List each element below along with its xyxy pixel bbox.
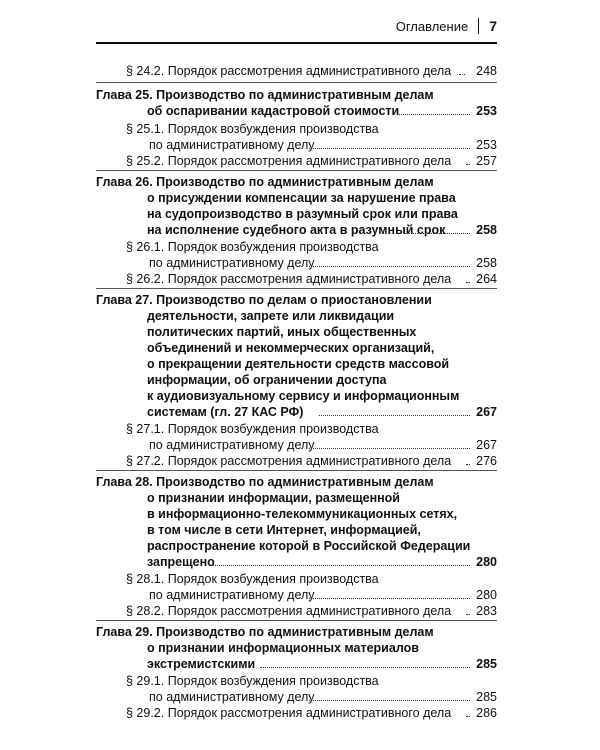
toc-entry-chapter-28-cont: [147, 538, 497, 554]
section-title-line: по административному делу: [149, 690, 315, 704]
dot-leader: [405, 233, 470, 234]
running-header-title: Оглавление: [395, 18, 469, 34]
chapter-number: Глава 29.: [96, 625, 153, 639]
toc-entry-chapter-28-cont: [147, 490, 497, 506]
toc-entry-chapter-29-cont: [147, 640, 497, 656]
chapter-divider: [96, 620, 497, 621]
page-ref: 258: [476, 256, 497, 270]
toc-entry-section-24-2[interactable]: [126, 63, 497, 79]
chapter-title-line: о признании информации, размещенной: [147, 491, 400, 505]
page-number: 7: [489, 18, 497, 34]
chapter-title-line: на исполнение судебного акта в разумный срок: [147, 223, 446, 237]
page-ref: 285: [476, 657, 497, 671]
section-title: Порядок возбуждения производства: [167, 240, 379, 254]
chapter-title-line: к аудиовизуальному сервису и информационным: [147, 389, 460, 403]
page-ref: 264: [476, 272, 497, 286]
toc-entry-chapter-27-cont: [147, 340, 497, 356]
toc-entry-chapter-29[interactable]: [96, 624, 497, 640]
section-title: Порядок рассмотрения административного дела: [167, 454, 452, 468]
section-number: § 29.1.: [126, 674, 165, 688]
toc-entry-section-26-1-cont: [149, 255, 497, 271]
chapter-title-line: информации, об ограничении доступа: [147, 373, 387, 387]
dot-leader: [309, 148, 470, 149]
dot-leader: [466, 614, 470, 615]
section-title-line: по административному делу: [149, 138, 315, 152]
section-number: § 27.1.: [126, 422, 165, 436]
page-ref: 276: [476, 454, 497, 468]
chapter-title-line: деятельности, запрете или ликвидации: [147, 309, 395, 323]
toc-entry-section-25-2[interactable]: [126, 153, 497, 169]
section-title: Порядок рассмотрения административного дела: [167, 272, 452, 286]
chapter-title-line: в информационно-телекоммуникационных сетях,: [147, 507, 458, 521]
chapter-number: Глава 26.: [96, 175, 153, 189]
page-ref: 248: [476, 64, 497, 78]
toc-entry-chapter-27-cont: [147, 404, 497, 420]
section-title: Порядок возбуждения производства: [167, 422, 379, 436]
toc-entry-section-29-1-cont: [149, 689, 497, 705]
chapter-title-line: на судопроизводство в разумный срок или права: [147, 207, 458, 221]
section-number: § 26.2.: [126, 272, 165, 286]
chapter-title-line: Производство по административным делам: [156, 475, 434, 489]
chapter-title-line: Производство по административным делам: [156, 625, 434, 639]
page-ref: 253: [476, 104, 497, 118]
toc-entry-section-28-1-cont: [149, 587, 497, 603]
chapter-title-line: об оспаривании кадастровой стоимости: [147, 104, 400, 118]
section-number: § 25.1.: [126, 122, 165, 136]
toc-entry-chapter-27-cont: [147, 372, 497, 388]
page-ref: 258: [476, 223, 497, 237]
page-ref: 267: [476, 438, 497, 452]
toc-entry-section-29-1[interactable]: [126, 673, 497, 689]
toc-entry-section-25-1-cont: [149, 137, 497, 153]
chapter-title-line: о присуждении компенсации за нарушение права: [147, 191, 456, 205]
section-title: Порядок рассмотрения административного дела: [167, 64, 452, 78]
page-ref: 283: [476, 604, 497, 618]
page-ref: 280: [476, 588, 497, 602]
toc-entry-chapter-28-cont: [147, 522, 497, 538]
dot-leader: [309, 700, 470, 701]
toc-entry-chapter-27[interactable]: [96, 292, 497, 308]
toc-entry-section-26-1[interactable]: [126, 239, 497, 255]
chapter-title-line: системам (гл. 27 КАС РФ): [147, 405, 304, 419]
toc-entry-chapter-27-cont: [147, 388, 497, 404]
section-title: Порядок возбуждения производства: [167, 572, 379, 586]
chapter-title-line: объединений и некоммерческих организаций,: [147, 341, 435, 355]
chapter-number: Глава 25.: [96, 88, 153, 102]
toc-entry-chapter-28-cont: [147, 506, 497, 522]
chapter-title-line: запрещено: [147, 555, 215, 569]
dot-leader: [399, 114, 470, 115]
toc-entry-chapter-26-cont: [147, 206, 497, 222]
section-title-line: по административному делу: [149, 588, 315, 602]
section-title: Порядок возбуждения производства: [167, 674, 379, 688]
page-ref: 257: [476, 154, 497, 168]
section-number: § 29.2.: [126, 706, 165, 720]
dot-leader: [319, 415, 470, 416]
toc-entry-chapter-29-cont: [147, 656, 497, 672]
section-title-line: по административному делу: [149, 256, 315, 270]
chapter-title-line: экстремистскими: [147, 657, 256, 671]
toc-entry-chapter-28[interactable]: [96, 474, 497, 490]
dot-leader: [309, 598, 470, 599]
toc-entry-chapter-27-cont: [147, 308, 497, 324]
section-title: Порядок рассмотрения административного дела: [167, 604, 452, 618]
chapter-divider: [96, 82, 497, 83]
section-number: § 24.2.: [126, 64, 165, 78]
header-rule: [96, 42, 497, 44]
section-number: § 27.2.: [126, 454, 165, 468]
page-ref: 280: [476, 555, 497, 569]
chapter-title-line: Производство по делам о приостановлении: [156, 293, 432, 307]
toc-entry-chapter-27-cont: [147, 324, 497, 340]
page-ref: 267: [476, 405, 497, 419]
chapter-divider: [96, 170, 497, 171]
section-title: Порядок рассмотрения административного дела: [167, 154, 452, 168]
toc-entry-section-28-1[interactable]: [126, 571, 497, 587]
section-title-line: по административному делу: [149, 438, 315, 452]
chapter-title-line: о прекращении деятельности средств массовой: [147, 357, 450, 371]
dot-leader: [466, 464, 470, 465]
toc-entry-chapter-28-cont: [147, 554, 497, 570]
chapter-title-line: распространение которой в Российской Федерации: [147, 539, 471, 553]
toc-entry-chapter-26-cont: [147, 222, 497, 238]
dot-leader: [309, 266, 470, 267]
dot-leader: [466, 164, 470, 165]
section-number: § 26.1.: [126, 240, 165, 254]
section-title: Порядок возбуждения производства: [167, 122, 379, 136]
toc-entry-chapter-25-cont: [147, 103, 497, 119]
section-number: § 28.1.: [126, 572, 165, 586]
toc-entry-section-27-2[interactable]: [126, 453, 497, 469]
toc-entry-section-29-2[interactable]: [126, 705, 497, 721]
chapter-title-line: Производство по административным делам: [156, 175, 434, 189]
toc-entry-section-25-1[interactable]: [126, 121, 497, 137]
toc-entry-chapter-26[interactable]: [96, 174, 497, 190]
chapter-title-line: политических партий, иных общественных: [147, 325, 417, 339]
chapter-number: Глава 28.: [96, 475, 153, 489]
toc-entry-chapter-25[interactable]: [96, 87, 497, 103]
section-title: Порядок рассмотрения административного дела: [167, 706, 452, 720]
chapter-title-line: Производство по административным делам: [156, 88, 434, 102]
chapter-divider: [96, 288, 497, 289]
dot-leader: [459, 74, 465, 75]
toc-entry-chapter-27-cont: [147, 356, 497, 372]
page-ref: 253: [476, 138, 497, 152]
section-number: § 25.2.: [126, 154, 165, 168]
toc-entry-section-27-1[interactable]: [126, 421, 497, 437]
header-separator: [478, 18, 479, 34]
chapter-number: Глава 27.: [96, 293, 153, 307]
page-ref: 286: [476, 706, 497, 720]
section-number: § 28.2.: [126, 604, 165, 618]
chapter-title-line: о признании информационных материалов: [147, 641, 419, 655]
toc-entry-chapter-26-cont: [147, 190, 497, 206]
dot-leader: [466, 282, 470, 283]
dot-leader: [309, 448, 470, 449]
chapter-divider: [96, 470, 497, 471]
chapter-title-line: в том числе в сети Интернет, информацией,: [147, 523, 421, 537]
toc-entry-section-26-2[interactable]: [126, 271, 497, 287]
toc-entry-section-28-2[interactable]: [126, 603, 497, 619]
toc-entry-section-27-1-cont: [149, 437, 497, 453]
dot-leader: [260, 667, 470, 668]
dot-leader: [211, 565, 470, 566]
dot-leader: [466, 716, 470, 717]
page-ref: 285: [476, 690, 497, 704]
running-header: [396, 18, 497, 34]
